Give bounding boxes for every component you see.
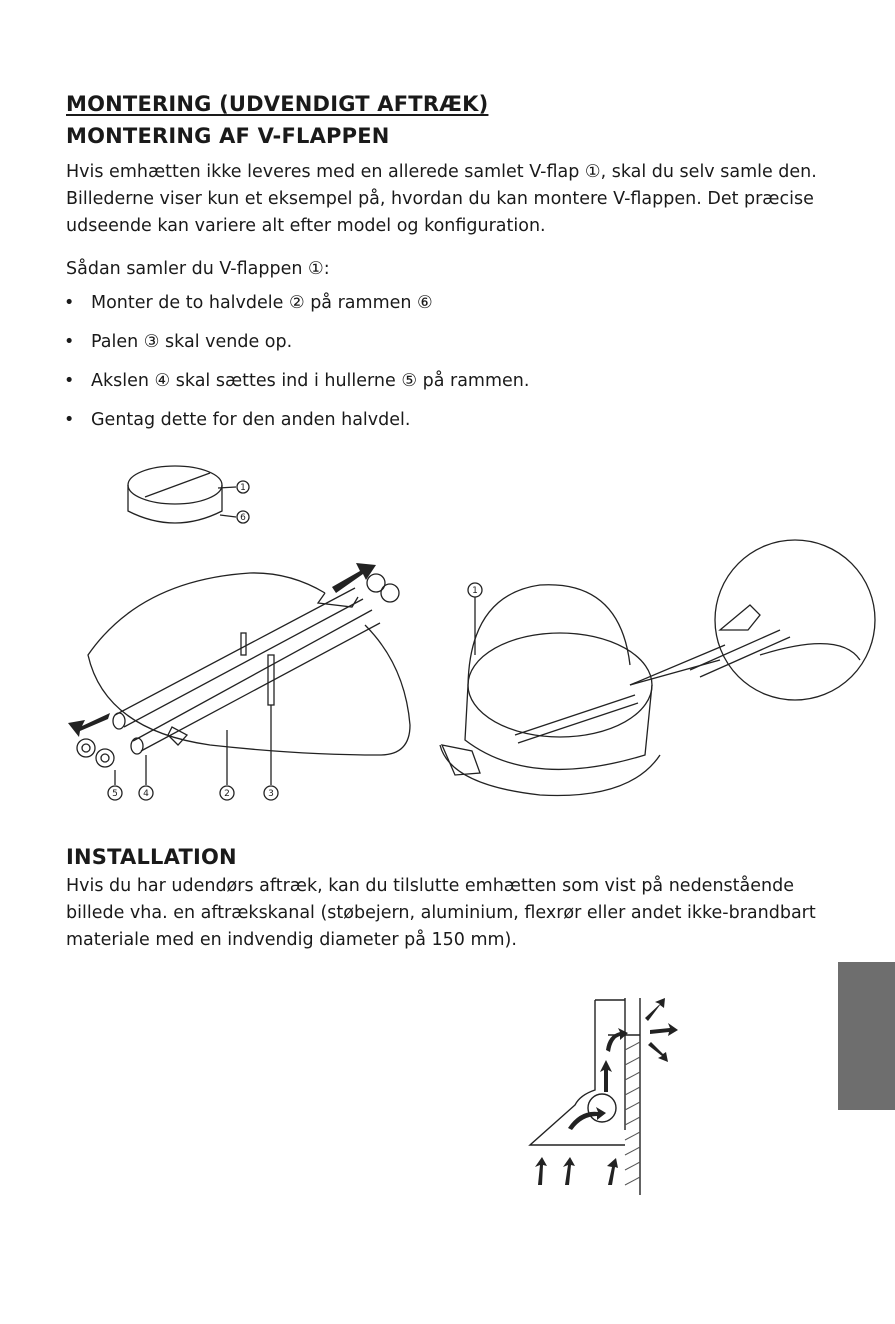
list-item: • Akslen ④ skal sættes ind i hullerne ⑤ på rammen. bbox=[60, 368, 529, 407]
callout-label: 1 bbox=[472, 586, 478, 596]
callout-label: 6 bbox=[240, 513, 246, 523]
callout-label: 5 bbox=[112, 789, 118, 799]
outdoor-duct-diagram bbox=[520, 990, 700, 1205]
subsection-title: MONTERING AF V-FLAPPEN bbox=[66, 124, 390, 148]
callout-label: 3 bbox=[268, 789, 274, 799]
list-item: • Monter de to halvdele ② på rammen ⑥ bbox=[60, 290, 529, 329]
side-tab bbox=[838, 962, 895, 1110]
step-list bbox=[60, 290, 529, 446]
callout-label: 4 bbox=[143, 789, 149, 799]
callout-label: 1 bbox=[240, 483, 246, 493]
callout-label: 2 bbox=[224, 789, 230, 799]
vflap-assembly-diagram bbox=[60, 455, 895, 810]
installation-heading: INSTALLATION bbox=[66, 845, 237, 869]
how-to-line: Sådan samler du V-flappen ①: bbox=[66, 259, 330, 279]
list-item: • Palen ③ skal vende op. bbox=[60, 329, 529, 368]
intro-paragraph: Hvis emhætten ikke leveres med en allerede samlet V-flap ①, skal du selv samle den. Billederne viser kun et eksempel på, hvordan du kan montere V-flappen. Det præcise udseende kan variere alt efter model og konfiguration. bbox=[66, 162, 817, 236]
section-title: MONTERING (UDVENDIGT AFTRÆK) bbox=[66, 92, 489, 116]
installation-paragraph: Hvis du har udendørs aftræk, kan du tilslutte emhætten som vist på nedenstående billede vha. en aftrækskanal (støbejern, aluminium, flexrør eller andet ikke-brandbart materiale med en indvendig diameter på 150 mm). bbox=[66, 876, 816, 950]
list-item: • Gentag dette for den anden halvdel. bbox=[60, 407, 529, 446]
